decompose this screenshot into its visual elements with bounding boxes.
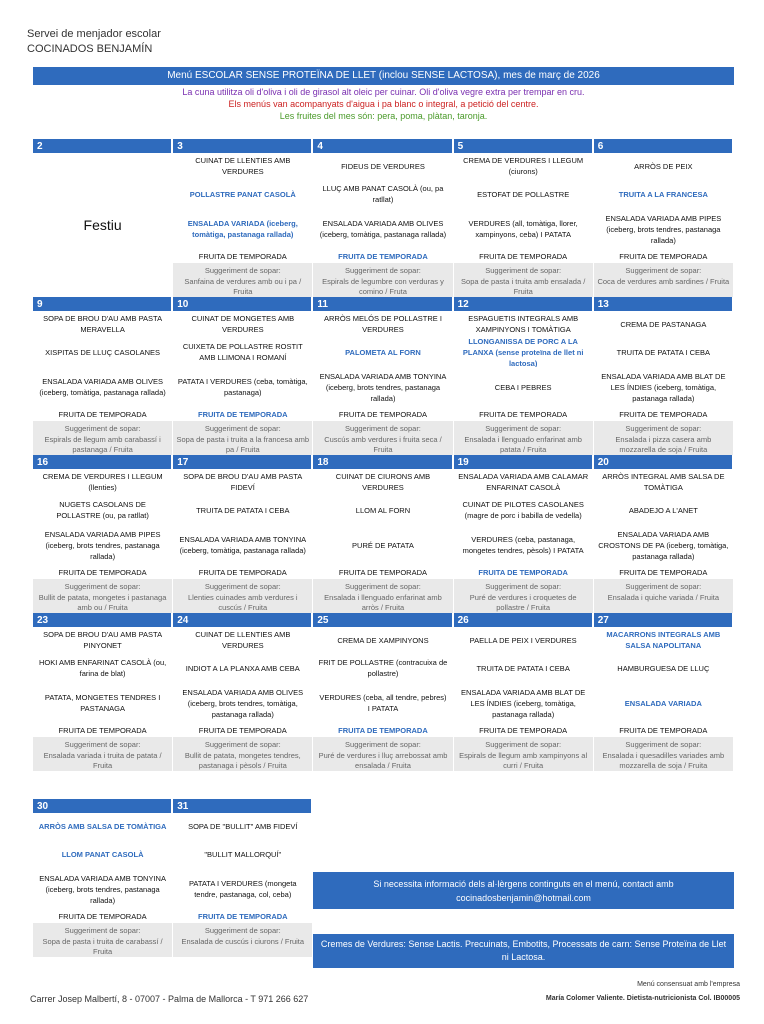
- day-cell: [33, 455, 173, 613]
- dessert-item: FRUITA DE TEMPORADA: [619, 725, 708, 735]
- dish-item: TRUITA DE PATATA I CEBA: [616, 347, 711, 357]
- dinner-suggestion: [454, 737, 593, 771]
- day-number: 11: [313, 297, 452, 311]
- day-cell: [313, 455, 453, 613]
- dish-item: ENSALADA VARIADA AMB TONYINA (iceberg, brots tendres, pastanaga rallada): [39, 873, 166, 905]
- suggestion-label: Suggeriment de sopar:: [204, 740, 281, 749]
- dinner-suggestion: [173, 923, 312, 957]
- day-number: 19: [454, 455, 593, 469]
- dinner-suggestion: [594, 579, 733, 613]
- suggestion-text: Ensalada variada i truita de patata / Fruita: [43, 751, 162, 770]
- dish-item: MACARRONS INTEGRALS AMB SALSA NAPOLITANA: [606, 630, 721, 650]
- note-line: La cuna utilitza oli d'oliva i oli de girasol alt oleic per cuinar. Oli d'oliva vegre extra per trempar en cru.: [182, 87, 585, 97]
- dish-item: LLONGANISSA DE PORC A LA PLANXA (sense proteïna de llet ni lactosa): [462, 337, 584, 367]
- day-number: 12: [454, 297, 593, 311]
- dish-item: VERDURES (ceba, pastanaga, mongetes tendres, pèsols) I PATATA: [462, 535, 584, 555]
- suggestion-label: Suggeriment de sopar:: [204, 926, 281, 935]
- day-cell: [454, 297, 594, 455]
- suggestion-text: Sopa de pasta i truita de carabassí / Fruita: [42, 937, 163, 956]
- day-cell: [173, 613, 313, 771]
- dinner-suggestion: [454, 421, 593, 455]
- dessert-item: FRUITA DE TEMPORADA: [619, 567, 708, 577]
- service-label: Servei de menjador escolar: [27, 28, 161, 40]
- dish-item: ENSALADA VARIADA (iceberg, tomàtiga, pastanaga rallada): [187, 219, 298, 239]
- dish-item: ENSALADA VARIADA AMB CALAMAR ENFARINAT CASOLÀ: [458, 472, 589, 492]
- day-number: 27: [594, 613, 733, 627]
- suggestion-text: Ensalada i llenguado enfarinat amb arròs / Fruita: [324, 593, 442, 612]
- day-number: 4: [313, 139, 452, 153]
- dish-item: CUINAT DE PILOTES CASOLANES (magre de porc i babilla de vedella): [462, 500, 584, 520]
- dessert-item: FRUITA DE TEMPORADA: [338, 567, 427, 577]
- day-cell: [173, 799, 313, 957]
- dish-item: ARRÒS AMB SALSA DE TOMÀTIGA: [38, 821, 167, 831]
- dish-item: VERDURES (ceba, all tendre, pebres) I PATATA: [319, 693, 447, 713]
- creams-note: [313, 934, 734, 968]
- dish-item: PATATA, MONGETES TENDRES I PASTANAGA: [44, 693, 161, 713]
- suggestion-text: Bullit de patata, mongetes tendres, pastanaga i pèsols / Fruita: [184, 751, 301, 770]
- dish-item: PURÉ DE PATATA: [352, 540, 414, 550]
- dinner-suggestion: [313, 263, 452, 297]
- dinner-suggestion: [594, 737, 733, 771]
- dish-item: XISPITAS DE LLUÇ CASOLANES: [45, 347, 161, 357]
- suggestion-label: Suggeriment de sopar:: [485, 266, 562, 275]
- dish-item: CUINAT DE MONGETES AMB VERDURES: [191, 314, 295, 334]
- dinner-suggestion: [313, 421, 452, 455]
- dish-item: LLOM AL FORN: [355, 505, 411, 515]
- dish-item: ENSALADA VARIADA AMB TONYINA (iceberg, tomàtiga, pastanaga rallada): [179, 535, 307, 555]
- dish-item: CREMA DE VERDURES I LLEGUM (ciurons): [463, 156, 584, 176]
- suggestion-label: Suggeriment de sopar:: [485, 582, 562, 591]
- footer-address: Carrer Josep Malbertí, 8 - 07007 - Palma de Mallorca - T 971 266 627: [30, 994, 309, 1004]
- dinner-suggestion: [33, 421, 172, 455]
- day-number: 10: [173, 297, 312, 311]
- dinner-suggestion: [313, 579, 452, 613]
- dessert-item: FRUITA DE TEMPORADA: [338, 725, 428, 735]
- dish-item: ARRÒS DE PEIX: [634, 161, 693, 171]
- dish-item: SOPA DE BROU D'AU AMB PASTA FIDEVÍ: [183, 472, 303, 492]
- creams-note-line1: Cremes de Verdures: Sense Lactis. Precuinats, Embotits, Processats de carn: Sense Proteïna de Llet: [320, 939, 727, 949]
- footer-dietitian: María Colomer Valiente. Dietista-nutricionista Col. IB00005: [545, 995, 740, 1002]
- day-cell: [454, 613, 594, 771]
- suggestion-text: Ensalada i pizza casera amb mozzarella de soja / Fruita: [615, 435, 712, 454]
- dish-item: ENSALADA VARIADA: [624, 698, 702, 708]
- suggestion-label: Suggeriment de sopar:: [64, 926, 141, 935]
- dinner-suggestion: [173, 737, 312, 771]
- suggestion-label: Suggeriment de sopar:: [625, 582, 702, 591]
- dessert-item: FRUITA DE TEMPORADA: [58, 725, 147, 735]
- day-number: 13: [594, 297, 733, 311]
- dish-item: CUIXETA DE POLLASTRE ROSTIT AMB LLIMONA I ROMANÍ: [182, 342, 303, 362]
- dessert-item: FRUITA DE TEMPORADA: [479, 251, 568, 261]
- dish-item: ENSALADA VARIADA AMB PIPES (iceberg, brots tendres, pastanaga rallada): [605, 213, 722, 245]
- dish-item: ABADEJO A L'ANET: [628, 505, 698, 515]
- last-week: [33, 799, 313, 957]
- dish-item: CEBA I PEBRES: [494, 382, 552, 392]
- day-cell: [33, 613, 173, 771]
- dessert-item: FRUITA DE TEMPORADA: [58, 409, 147, 419]
- day-cell: [313, 613, 453, 771]
- dinner-suggestion: [173, 579, 312, 613]
- dessert-item: FRUITA DE TEMPORADA: [58, 567, 147, 577]
- day-cell: [173, 455, 313, 613]
- dessert-item: FRUITA DE TEMPORADA: [197, 911, 288, 921]
- dish-item: PAELLA DE PEIX I VERDURES: [469, 635, 577, 645]
- dessert-item: FRUITA DE TEMPORADA: [58, 911, 147, 921]
- day-number: 31: [173, 799, 312, 813]
- dish-item: ENSALADA VARIADA AMB OLIVES (iceberg, tomàtiga, pastanaga rallada): [319, 219, 447, 239]
- dessert-item: FRUITA DE TEMPORADA: [619, 409, 708, 419]
- suggestion-label: Suggeriment de sopar:: [204, 266, 281, 275]
- suggestion-label: Suggeriment de sopar:: [345, 266, 421, 275]
- dish-item: ENSALADA VARIADA AMB BLAT DE LES ÍNDIES (iceberg, tomàtiga, pastanaga rallada): [461, 687, 586, 719]
- dish-item: NUGETS CASOLANS DE POLLASTRE (ou, pa ratllat): [56, 500, 149, 520]
- suggestion-text: Ensalada i llenguado enfarinat amb patata / Fruita: [464, 435, 582, 454]
- dinner-suggestion: [594, 421, 733, 455]
- dish-item: ENSALADA VARIADA AMB OLIVES (iceberg, brots tendres, tomàtiga, pastanaga rallada): [182, 687, 304, 719]
- note-line: Les fruites del mes són: pera, poma, plàtan, taronja.: [279, 111, 488, 121]
- dessert-item: FRUITA DE TEMPORADA: [478, 567, 568, 577]
- day-cell: [173, 297, 313, 455]
- day-number: 2: [33, 139, 172, 153]
- dish-item: CREMA DE XAMPINYONS: [337, 635, 429, 645]
- suggestion-text: Cuscús amb verdures i fruita seca / Fruita: [324, 435, 442, 454]
- suggestion-text: Ensalada i quiche variada / Fruita: [607, 593, 719, 602]
- dish-item: ENSALADA VARIADA AMB OLIVES (iceberg, tomàtiga, pastanaga rallada): [39, 377, 166, 397]
- day-cell: [594, 455, 734, 613]
- creams-note-line2: ni Lactosa.: [501, 952, 546, 962]
- dish-item: ARRÒS MELÓS DE POLLASTRE I VERDURES: [323, 314, 442, 334]
- day-number: 26: [454, 613, 593, 627]
- dish-item: CUINAT DE LLENTIES AMB VERDURES: [195, 156, 291, 176]
- day-cell: [594, 139, 734, 297]
- dinner-suggestion: [173, 421, 312, 455]
- suggestion-label: Suggeriment de sopar:: [625, 266, 702, 275]
- menu-grid: [33, 139, 734, 771]
- dessert-item: FRUITA DE TEMPORADA: [338, 409, 427, 419]
- dish-item: TRUITA DE PATATA I CEBA: [476, 663, 570, 673]
- suggestion-text: Llenties cuinades amb verdures i cuscús / Fruita: [187, 593, 298, 612]
- dish-item: ENSALADA VARIADA AMB CROSTONS DE PA (iceberg, tomàtiga, pastanaga rallada): [598, 529, 729, 561]
- day-number: 18: [313, 455, 452, 469]
- day-cell: [313, 139, 453, 297]
- dessert-item: FRUITA DE TEMPORADA: [619, 251, 708, 261]
- allergen-info-text: Si necessita informació dels al·lèrgens continguts en el menú, contacti amb: [373, 878, 674, 889]
- suggestion-text: Coca de verdures amb sardines / Fruita: [597, 277, 730, 286]
- suggestion-label: Suggeriment de sopar:: [345, 582, 421, 591]
- suggestion-label: Suggeriment de sopar:: [345, 740, 421, 749]
- suggestion-text: Sopa de pasta i truita amb ensalada / Fruita: [461, 277, 586, 296]
- dish-item: VERDURES (all, tomàtiga, llorer, xampinyons, ceba) I PATATA: [468, 219, 578, 239]
- suggestion-label: Suggeriment de sopar:: [64, 582, 141, 591]
- suggestion-text: Espirals de legumbre con verduras y comino / Fruta: [322, 277, 444, 296]
- day-cell: [33, 297, 173, 455]
- footer-menu-note: Menú consensuat amb l'empresa: [637, 981, 740, 988]
- suggestion-text: Puré de verdures i croquetes de pollastre / Fruita: [469, 593, 577, 612]
- day-cell: [454, 455, 594, 613]
- dish-item: FRIT DE POLLASTRE (contracuixa de pollastre): [318, 658, 448, 678]
- day-number: 30: [33, 799, 172, 813]
- dish-item: CREMA DE VERDURES I LLEGUM (llenties): [42, 472, 163, 492]
- dessert-item: FRUITA DE TEMPORADA: [198, 567, 287, 577]
- dish-item: POLLASTRE PANAT CASOLÀ: [189, 189, 296, 199]
- dish-item: SOPA DE BROU D'AU AMB PASTA PINYONET: [43, 630, 163, 650]
- dinner-suggestion: [313, 737, 452, 771]
- suggestion-text: Ensalada de cuscús i ciurons / Fruita: [181, 937, 305, 946]
- suggestion-label: Suggeriment de sopar:: [625, 424, 702, 433]
- day-number: 5: [454, 139, 593, 153]
- day-number: 25: [313, 613, 452, 627]
- dinner-suggestion: [33, 923, 172, 957]
- dish-item: ENSALADA VARIADA AMB TONYINA (iceberg, brots tendres, pastanaga rallada): [319, 371, 447, 403]
- dish-item: FIDEUS DE VERDURES: [341, 161, 425, 171]
- suggestion-label: Suggeriment de sopar:: [204, 582, 281, 591]
- dessert-item: FRUITA DE TEMPORADA: [198, 251, 287, 261]
- suggestion-label: Suggeriment de sopar:: [625, 740, 702, 749]
- dessert-item: FRUITA DE TEMPORADA: [479, 725, 568, 735]
- suggestion-text: Espirals de llegum amb xampinyons al curri / Fruita: [459, 751, 588, 770]
- dish-item: ESTOFAT DE POLLASTRE: [477, 189, 570, 199]
- dish-item: CREMA DE PASTANAGA: [620, 319, 707, 329]
- dinner-suggestion: [173, 263, 312, 297]
- day-cell: [173, 139, 313, 297]
- suggestion-text: Espirals de llegum amb carabassí i pastanaga / Fruita: [44, 435, 161, 454]
- day-number: 9: [33, 297, 172, 311]
- dinner-suggestion: [454, 579, 593, 613]
- dish-item: CUINAT DE LLENTIES AMB VERDURES: [195, 630, 291, 650]
- company-name: COCINADOS BENJAMÍN: [27, 43, 153, 55]
- dessert-item: FRUITA DE TEMPORADA: [338, 251, 428, 261]
- dish-item: TRUITA A LA FRANCESA: [618, 189, 708, 199]
- day-cell: [594, 297, 734, 455]
- menu-title: Menú ESCOLAR SENSE PROTEÏNA DE LLET (inclou SENSE LACTOSA), mes de març de 2026: [33, 67, 734, 85]
- dish-item: INDIOT A LA PLANXA AMB CEBA: [185, 663, 300, 673]
- dish-item: ENSALADA VARIADA AMB BLAT DE LES ÍNDIES (iceberg, tomàtiga, pastanaga rallada): [601, 371, 726, 403]
- suggestion-text: Ensalada i quesadilles variades amb mozzarella de soja / Fruita: [602, 751, 725, 770]
- day-number: 23: [33, 613, 172, 627]
- day-cell: [33, 799, 173, 957]
- dish-item: HAMBURGUESA DE LLUÇ: [617, 663, 710, 673]
- dish-item: PALOMETA AL FORN: [345, 347, 421, 357]
- dish-item: ARRÒS INTEGRAL AMB SALSA DE TOMÀTIGA: [602, 472, 725, 492]
- suggestion-label: Suggeriment de sopar:: [64, 424, 141, 433]
- allergen-info: [313, 872, 734, 909]
- day-number: 3: [173, 139, 312, 153]
- dish-item: SOPA DE BROU D'AU AMB PASTA MERAVELLA: [43, 314, 163, 334]
- dish-item: LLOM PANAT CASOLÀ: [61, 849, 144, 859]
- suggestion-text: Sopa de pasta i truita a la francesa amb pa / Fruita: [176, 435, 310, 454]
- day-cell: [33, 139, 173, 297]
- dinner-suggestion: [33, 737, 172, 771]
- contact-email[interactable]: cocinadosbenjamin@hotmail.com: [456, 892, 591, 903]
- dish-item: TRUITA DE PATATA I CEBA: [196, 505, 290, 515]
- dessert-item: FRUITA DE TEMPORADA: [479, 409, 568, 419]
- day-number: 17: [173, 455, 312, 469]
- dish-item: ENSALADA VARIADA AMB PIPES (iceberg, brots tendres, pastanaga rallada): [44, 529, 161, 561]
- dinner-suggestion: [33, 579, 172, 613]
- dinner-suggestion: [454, 263, 593, 297]
- day-number: 6: [594, 139, 733, 153]
- dinner-suggestion: [594, 263, 733, 297]
- dish-item: PATATA I VERDURES (ceba, tomàtiga, pastanaga): [177, 377, 308, 397]
- suggestion-label: Suggeriment de sopar:: [485, 424, 562, 433]
- dish-item: LLUÇ AMB PANAT CASOLÀ (ou, pa ratllat): [322, 184, 444, 204]
- dish-item: HOKI AMB ENFARINAT CASOLÀ (ou, farina de blat): [38, 658, 167, 678]
- suggestion-label: Suggeriment de sopar:: [64, 740, 141, 749]
- suggestion-label: Suggeriment de sopar:: [204, 424, 281, 433]
- suggestion-text: Sanfaina de verdures amb ou i pa / Fruita: [184, 277, 302, 296]
- day-number: 20: [594, 455, 733, 469]
- dish-item: ESPAGUETIS INTEGRALS AMB XAMPINYONS I TOMÀTIGA: [468, 314, 579, 334]
- holiday-label: Festiu: [83, 217, 122, 233]
- dish-item: PATATA I VERDURES (mongeta tendre, pastanaga, col, ceba): [188, 879, 297, 899]
- suggestion-text: Bullit de patata, mongetes i pastanaga amb ou / Fruita: [38, 593, 167, 612]
- dish-item: CUINAT DE CIURONS AMB VERDURES: [335, 472, 431, 492]
- dish-item: "BULLIT MALLORQUÍ": [204, 849, 282, 859]
- suggestion-text: Puré de verdures i lluç arrebossat amb ensalada / Fruita: [318, 751, 448, 770]
- note-line: Els menús van acompanyats d'aigua i pa blanc o integral, a petició del centre.: [228, 99, 539, 109]
- day-number: 16: [33, 455, 172, 469]
- dish-item: SOPA DE "BULLIT" AMB FIDEVÍ: [188, 821, 298, 831]
- suggestion-label: Suggeriment de sopar:: [485, 740, 562, 749]
- day-cell: [313, 297, 453, 455]
- suggestion-label: Suggeriment de sopar:: [345, 424, 421, 433]
- day-cell: [454, 139, 594, 297]
- day-cell: [594, 613, 734, 771]
- dessert-item: FRUITA DE TEMPORADA: [198, 725, 287, 735]
- dessert-item: FRUITA DE TEMPORADA: [197, 409, 288, 419]
- day-number: 24: [173, 613, 312, 627]
